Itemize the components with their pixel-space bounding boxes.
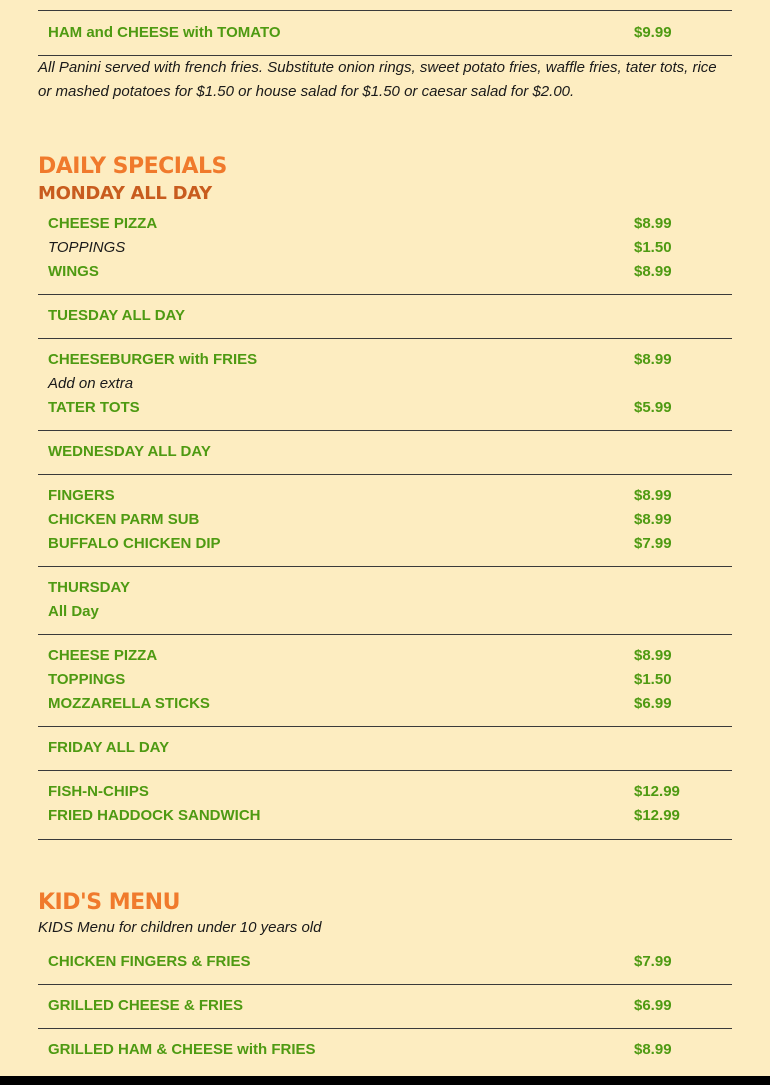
item-name: BUFFALO CHICKEN DIP [48, 535, 221, 552]
item-price: $7.99 [634, 535, 672, 552]
day-label-text: THURSDAY [48, 579, 130, 596]
item-name: WINGS [48, 263, 99, 280]
tuesday-items [38, 339, 732, 430]
menu-item [38, 950, 732, 974]
monday-items [38, 206, 732, 294]
item-price: $6.99 [634, 695, 672, 712]
friday-items [38, 771, 732, 839]
tuesday-header [38, 295, 732, 338]
menu-item-block [38, 11, 732, 55]
item-price: $9.99 [634, 24, 672, 41]
menu-item [38, 668, 732, 692]
friday-header [38, 727, 732, 770]
menu-item [38, 804, 732, 828]
item-price: $8.99 [634, 263, 672, 280]
item-name: FRIED HADDOCK SANDWICH [48, 807, 261, 824]
wednesday-header [38, 431, 732, 474]
item-price: $12.99 [634, 783, 680, 800]
item-name: CHEESEBURGER with FRIES [48, 351, 258, 368]
wednesday-items [38, 475, 732, 566]
day-label-text: WEDNESDAY ALL DAY [48, 443, 211, 460]
day-label [38, 440, 732, 464]
day-label [38, 576, 732, 600]
menu-page [38, 0, 732, 1072]
item-price: $1.50 [634, 239, 672, 256]
kids-items [38, 985, 732, 1028]
item-price: $1.50 [634, 671, 672, 688]
menu-item [38, 396, 732, 420]
bottom-edge-bar [0, 1076, 770, 1085]
day-sublabel-text: All Day [48, 603, 99, 620]
kids-items [38, 1029, 732, 1072]
item-name: TOPPINGS [48, 239, 126, 256]
menu-item [38, 348, 732, 372]
menu-item [38, 260, 732, 284]
item-price: $7.99 [634, 953, 672, 970]
divider [38, 839, 732, 840]
item-price: $8.99 [634, 351, 672, 368]
day-label [38, 736, 732, 760]
day-label-text: TUESDAY ALL DAY [48, 307, 185, 324]
item-name: CHICKEN FINGERS & FRIES [48, 953, 251, 970]
menu-item [38, 212, 732, 236]
item-name: FISH-N-CHIPS [48, 783, 149, 800]
section-title-kids-menu: KID'S MENU [38, 890, 180, 915]
item-name: TOPPINGS [48, 671, 126, 688]
item-price: $6.99 [634, 997, 672, 1014]
item-price [634, 372, 722, 396]
item-name: CHEESE PIZZA [48, 647, 158, 664]
item-name: CHEESE PIZZA [48, 215, 158, 232]
kids-note: KIDS Menu for children under 10 years old [38, 919, 322, 936]
day-label [38, 304, 732, 328]
item-price: $8.99 [634, 511, 672, 528]
item-name: TATER TOTS [48, 399, 140, 416]
menu-item [38, 644, 732, 668]
menu-item [38, 1038, 732, 1062]
item-name: HAM and CHEESE with TOMATO [48, 24, 281, 41]
item-name: GRILLED CHEESE & FRIES [48, 997, 244, 1014]
item-price: $8.99 [634, 647, 672, 664]
section-title-daily-specials: DAILY SPECIALS [38, 154, 227, 179]
item-price: $8.99 [634, 215, 672, 232]
menu-item [38, 692, 732, 716]
subsection-title-monday: MONDAY ALL DAY [38, 183, 212, 204]
item-price: $8.99 [634, 487, 672, 504]
item-name: MOZZARELLA STICKS [48, 695, 210, 712]
item-name: FINGERS [48, 487, 115, 504]
menu-item [38, 21, 732, 45]
menu-item [38, 508, 732, 532]
kids-items [38, 940, 732, 984]
panini-note: All Panini served with french fries. Substitute onion rings, sweet potato fries, waffle fries, tater tots, rice or mashed potatoes for $1.50 or house salad for $1.50 or caesar salad for $2.00. [38, 59, 717, 100]
menu-item [38, 484, 732, 508]
item-name: Add on extra [48, 375, 134, 392]
item-price: $8.99 [634, 1041, 672, 1058]
item-name: GRILLED HAM & CHEESE with FRIES [48, 1041, 316, 1058]
menu-item [38, 532, 732, 556]
menu-item [38, 780, 732, 804]
day-sublabel [38, 600, 732, 624]
thursday-header [38, 567, 732, 634]
item-price: $5.99 [634, 399, 672, 416]
day-label-text: FRIDAY ALL DAY [48, 739, 170, 756]
item-name: CHICKEN PARM SUB [48, 511, 200, 528]
menu-item-note [38, 372, 732, 396]
menu-item [38, 236, 732, 260]
menu-item [38, 994, 732, 1018]
item-price: $12.99 [634, 807, 680, 824]
thursday-items [38, 635, 732, 726]
